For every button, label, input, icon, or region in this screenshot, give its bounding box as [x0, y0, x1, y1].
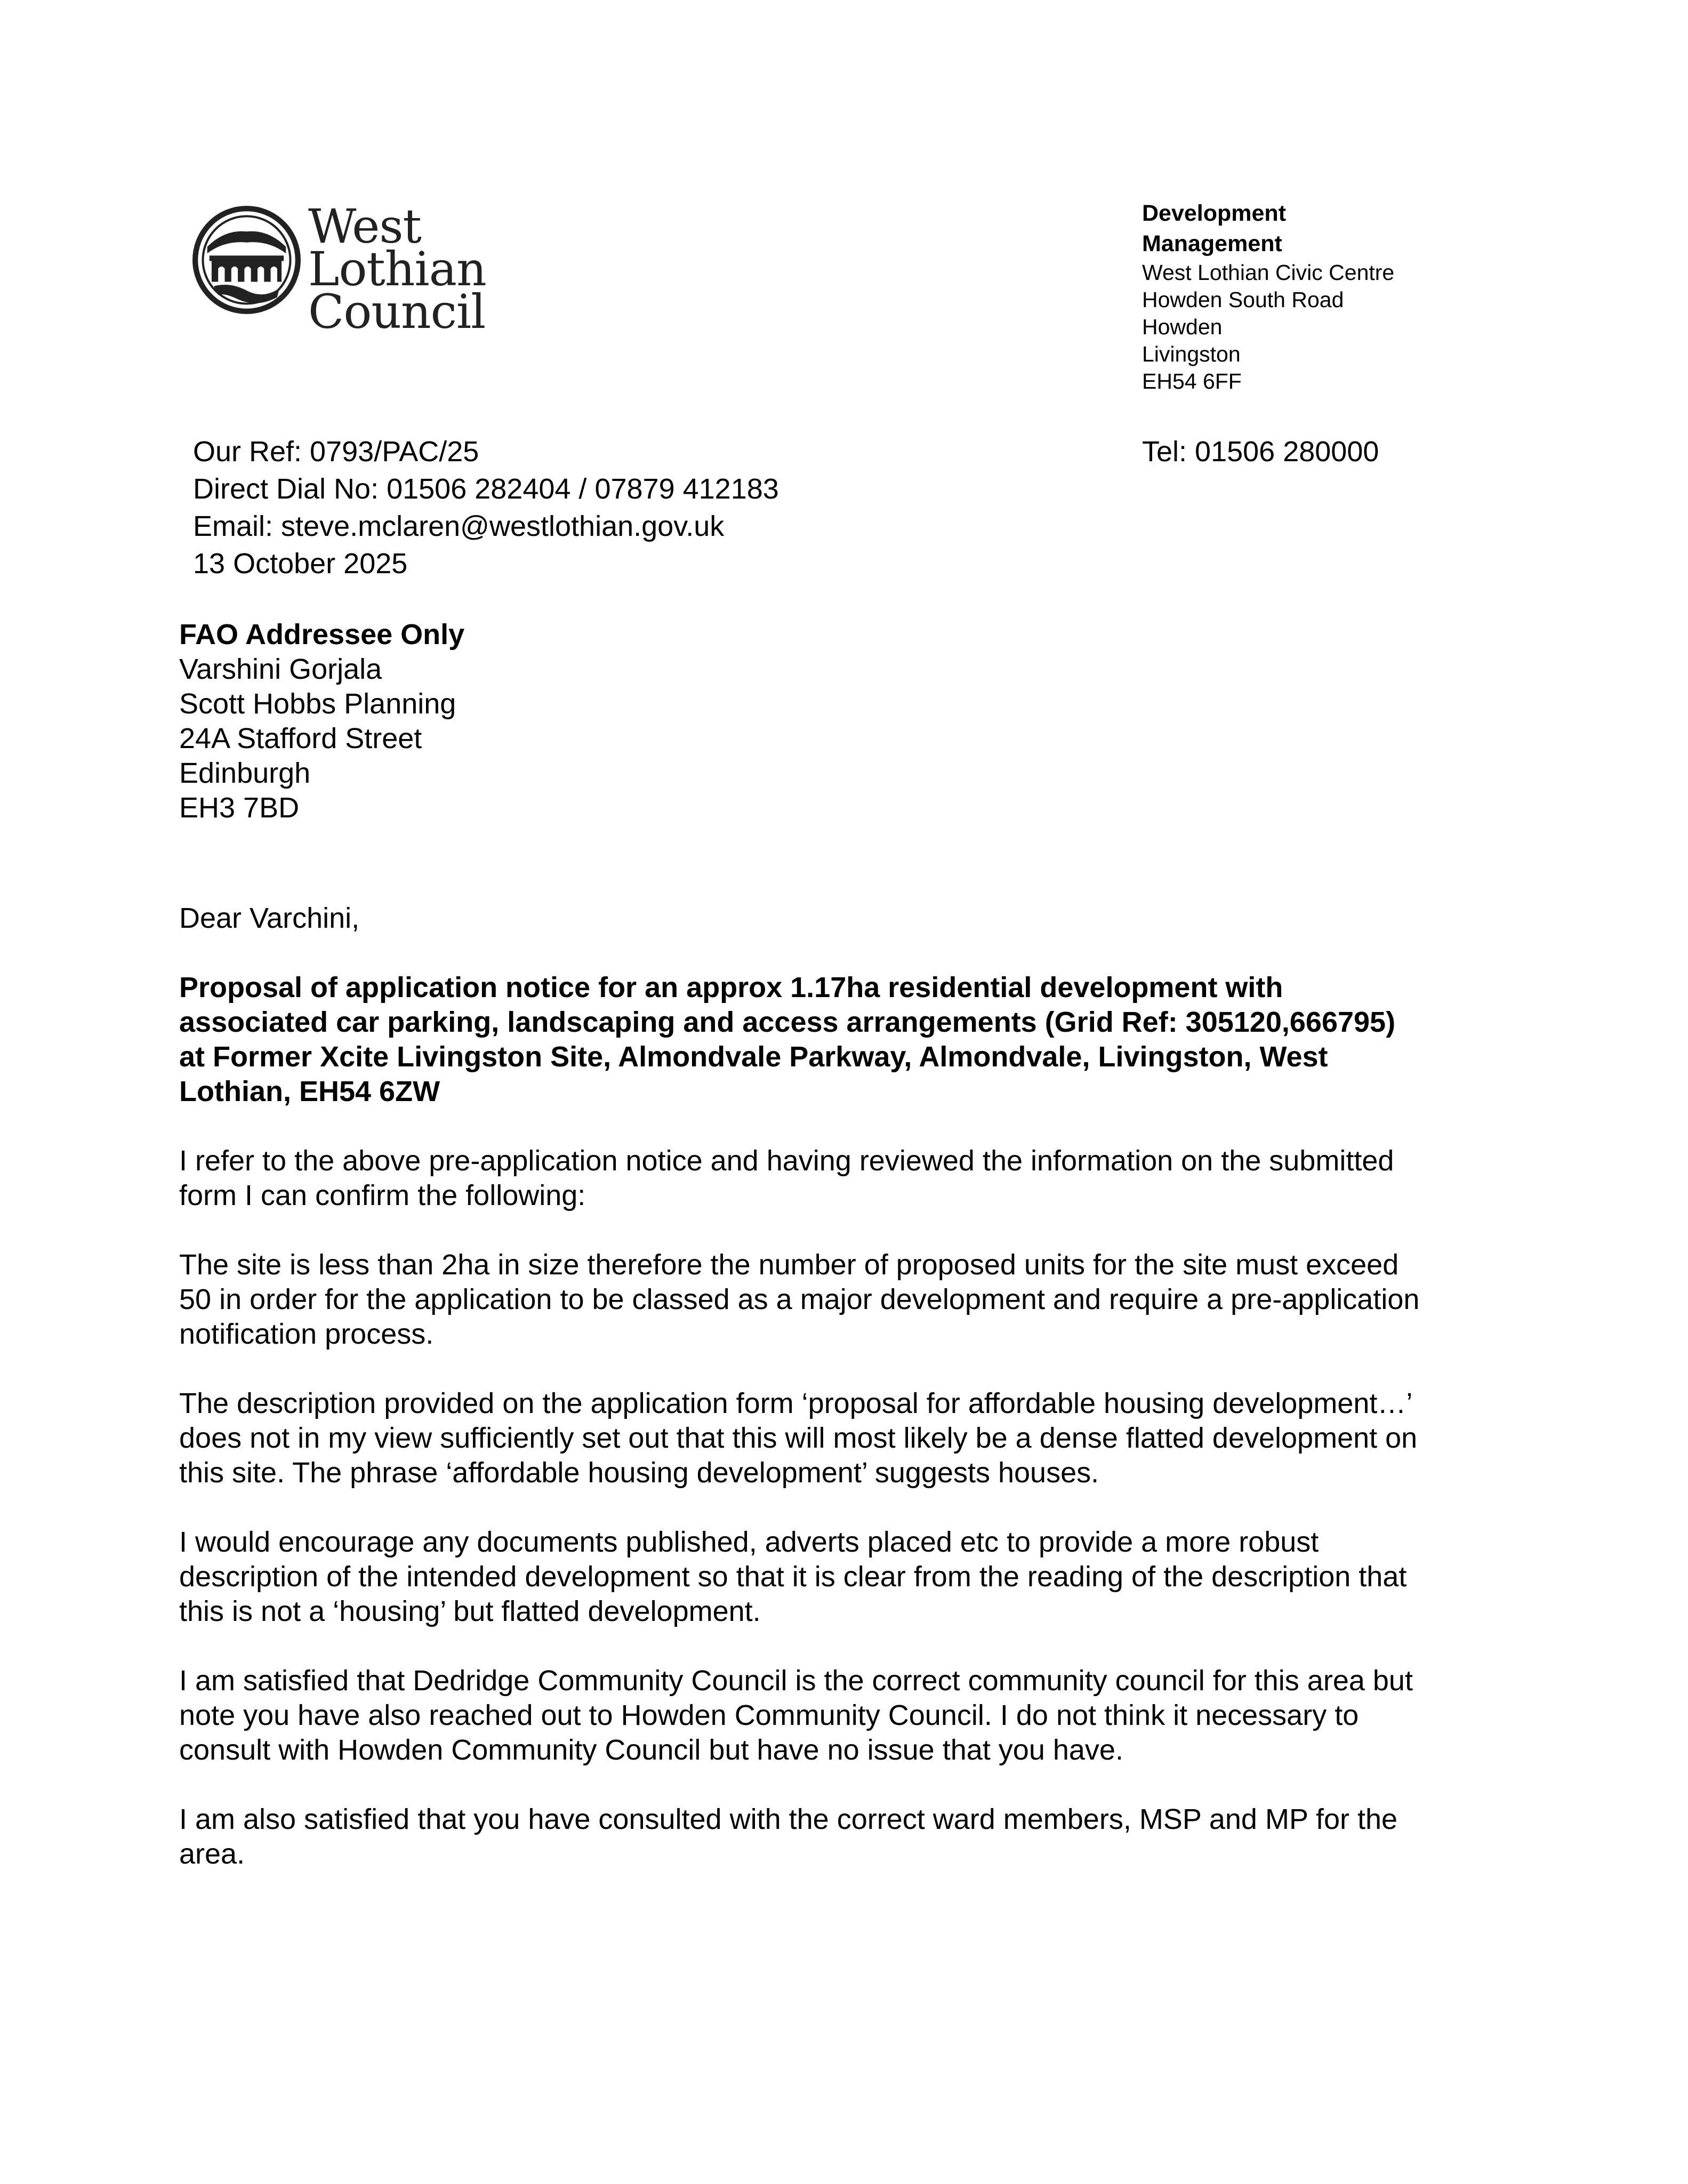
letter-date: 13 October 2025 — [193, 548, 408, 580]
recipient-address-block — [179, 617, 464, 825]
body-paragraph: I refer to the above pre-application notice and having reviewed the information on the submitted form I can confirm the following: — [179, 1145, 1394, 1211]
letter-body — [179, 901, 1501, 1906]
logo-line-1: West Lothian — [308, 199, 486, 296]
department-line-1: Development — [1142, 200, 1287, 226]
department-line-2: Management — [1142, 231, 1282, 256]
sender-address-line: Howden South Road — [1142, 287, 1344, 312]
sender-address-line: EH54 6FF — [1142, 369, 1242, 394]
recipient-line: 24A Stafford Street — [179, 722, 422, 754]
sender-address-line: Howden — [1142, 315, 1223, 339]
logo-line-2: Council — [308, 284, 486, 339]
sender-address-line: Livingston — [1142, 342, 1241, 366]
body-paragraph: I am satisfied that Dedridge Community Council is the correct community council for this area but note you have also reached out to Howden Community Council. I do not think it necessary to consult with Howden Community Council but have no issue that you have. — [179, 1665, 1413, 1766]
council-wordmark — [308, 199, 576, 339]
sender-telephone: Tel: 01506 280000 — [1142, 436, 1379, 468]
recipient-line: EH3 7BD — [179, 792, 300, 824]
fao-line: FAO Addressee Only — [179, 619, 465, 651]
letter-subject: Proposal of application notice for an approx 1.17ha residential development with associated car parking, landscaping and access arrangements (Grid Ref: 305120,666795) at Former Xcite Livingston Site, Almondvale Parkway, Almondvale, Livingston, West Lothian, EH54 6ZW — [179, 971, 1396, 1107]
sender-address-block — [1142, 198, 1394, 395]
direct-dial: Direct Dial No: 01506 282404 / 07879 412183 — [193, 473, 779, 505]
recipient-line: Varshini Gorjala — [179, 653, 382, 685]
recipient-line: Scott Hobbs Planning — [179, 688, 456, 720]
reference-block — [193, 433, 779, 582]
body-paragraph: The description provided on the application form ‘proposal for affordable housing development…’ does not in my view sufficiently set out that this will most likely be a dense flatted development on this site. The phrase ‘affordable housing development’ suggests houses. — [179, 1387, 1418, 1489]
our-reference: Our Ref: 0793/PAC/25 — [193, 436, 479, 468]
sender-address-line: West Lothian Civic Centre — [1142, 260, 1395, 285]
body-paragraph: I am also satisfied that you have consulted with the correct ward members, MSP and MP for the area. — [179, 1803, 1398, 1870]
body-paragraph: I would encourage any documents published, adverts placed etc to provide a more robust description of the intended development so that it is clear from the reading of the description that this is not a ‘housing’ but flatted development. — [179, 1526, 1407, 1627]
council-logo — [192, 199, 576, 339]
body-paragraph: The site is less than 2ha in size therefore the number of proposed units for the site must exceed 50 in order for the application to be classed as a major development and require a pre-application notification process. — [179, 1249, 1420, 1350]
salutation: Dear Varchini, — [179, 902, 360, 934]
recipient-line: Edinburgh — [179, 757, 311, 789]
viaduct-emblem-icon — [192, 205, 301, 315]
email-address: Email: steve.mclaren@westlothian.gov.uk — [193, 510, 725, 542]
